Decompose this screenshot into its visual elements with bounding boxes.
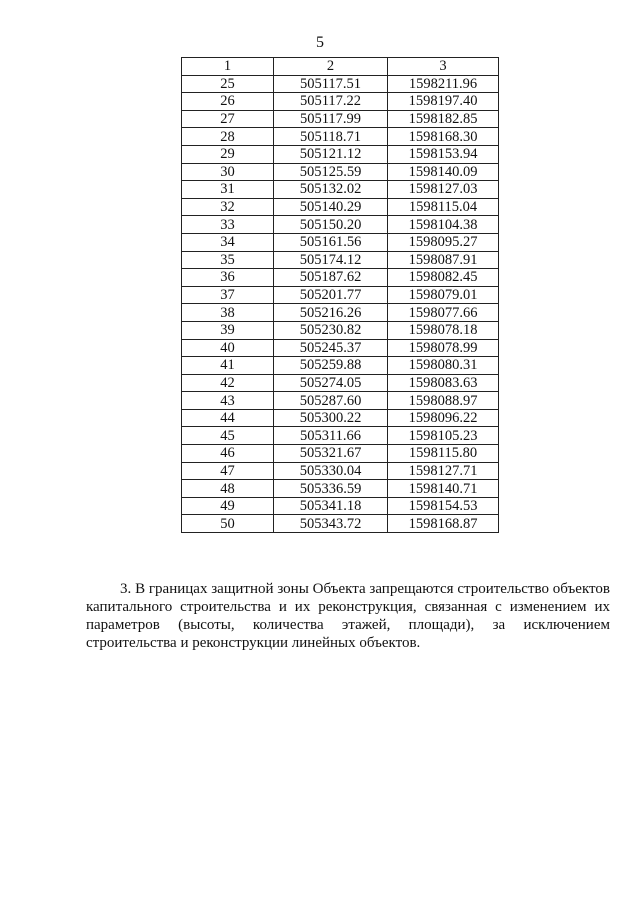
cell-x-coordinate: 505330.04 bbox=[274, 462, 388, 480]
table-row bbox=[182, 145, 499, 163]
cell-y-coordinate: 1598211.96 bbox=[388, 75, 499, 93]
column-header-x: 2 bbox=[274, 58, 388, 76]
cell-x-coordinate: 505121.12 bbox=[274, 145, 388, 163]
table-row bbox=[182, 497, 499, 515]
cell-x-coordinate: 505336.59 bbox=[274, 480, 388, 498]
cell-point-number: 46 bbox=[182, 445, 274, 463]
table-row bbox=[182, 304, 499, 322]
table-header-row bbox=[182, 58, 499, 76]
cell-y-coordinate: 1598197.40 bbox=[388, 93, 499, 111]
cell-y-coordinate: 1598154.53 bbox=[388, 497, 499, 515]
cell-x-coordinate: 505343.72 bbox=[274, 515, 388, 533]
cell-x-coordinate: 505117.51 bbox=[274, 75, 388, 93]
cell-x-coordinate: 505300.22 bbox=[274, 409, 388, 427]
table-row bbox=[182, 251, 499, 269]
cell-y-coordinate: 1598140.09 bbox=[388, 163, 499, 181]
cell-x-coordinate: 505118.71 bbox=[274, 128, 388, 146]
cell-x-coordinate: 505117.99 bbox=[274, 110, 388, 128]
column-header-y: 3 bbox=[388, 58, 499, 76]
cell-point-number: 26 bbox=[182, 93, 274, 111]
coordinates-table bbox=[181, 57, 499, 533]
table-row bbox=[182, 515, 499, 533]
table-row bbox=[182, 286, 499, 304]
table-row bbox=[182, 216, 499, 234]
cell-point-number: 27 bbox=[182, 110, 274, 128]
table-row bbox=[182, 75, 499, 93]
cell-y-coordinate: 1598115.04 bbox=[388, 198, 499, 216]
cell-point-number: 42 bbox=[182, 374, 274, 392]
cell-point-number: 31 bbox=[182, 181, 274, 199]
cell-x-coordinate: 505117.22 bbox=[274, 93, 388, 111]
table-row bbox=[182, 128, 499, 146]
cell-y-coordinate: 1598078.99 bbox=[388, 339, 499, 357]
table-row bbox=[182, 269, 499, 287]
cell-x-coordinate: 505132.02 bbox=[274, 181, 388, 199]
cell-y-coordinate: 1598078.18 bbox=[388, 321, 499, 339]
column-header-point-number: 1 bbox=[182, 58, 274, 76]
cell-x-coordinate: 505287.60 bbox=[274, 392, 388, 410]
cell-point-number: 33 bbox=[182, 216, 274, 234]
cell-point-number: 45 bbox=[182, 427, 274, 445]
cell-point-number: 50 bbox=[182, 515, 274, 533]
cell-y-coordinate: 1598079.01 bbox=[388, 286, 499, 304]
cell-x-coordinate: 505201.77 bbox=[274, 286, 388, 304]
cell-y-coordinate: 1598082.45 bbox=[388, 269, 499, 287]
cell-y-coordinate: 1598095.27 bbox=[388, 233, 499, 251]
cell-x-coordinate: 505311.66 bbox=[274, 427, 388, 445]
cell-x-coordinate: 505216.26 bbox=[274, 304, 388, 322]
paragraph-restrictions: 3. В границах защитной зоны Объекта запрещаются строительство объектов капитального строительства и их реконструкция, связанная с изменением их параметров (высоты, количества этажей, площади), за исключением строительства и реконструкции линейных объектов. bbox=[86, 581, 610, 651]
cell-x-coordinate: 505174.12 bbox=[274, 251, 388, 269]
cell-point-number: 40 bbox=[182, 339, 274, 357]
cell-point-number: 32 bbox=[182, 198, 274, 216]
cell-point-number: 47 bbox=[182, 462, 274, 480]
cell-y-coordinate: 1598168.87 bbox=[388, 515, 499, 533]
cell-x-coordinate: 505341.18 bbox=[274, 497, 388, 515]
table-row bbox=[182, 427, 499, 445]
cell-point-number: 38 bbox=[182, 304, 274, 322]
cell-y-coordinate: 1598077.66 bbox=[388, 304, 499, 322]
table-row bbox=[182, 374, 499, 392]
cell-x-coordinate: 505140.29 bbox=[274, 198, 388, 216]
cell-x-coordinate: 505274.05 bbox=[274, 374, 388, 392]
cell-point-number: 35 bbox=[182, 251, 274, 269]
table-row bbox=[182, 233, 499, 251]
table-row bbox=[182, 163, 499, 181]
cell-point-number: 41 bbox=[182, 357, 274, 375]
cell-y-coordinate: 1598115.80 bbox=[388, 445, 499, 463]
cell-point-number: 25 bbox=[182, 75, 274, 93]
cell-y-coordinate: 1598087.91 bbox=[388, 251, 499, 269]
cell-y-coordinate: 1598140.71 bbox=[388, 480, 499, 498]
table-row bbox=[182, 198, 499, 216]
cell-x-coordinate: 505125.59 bbox=[274, 163, 388, 181]
table-row bbox=[182, 321, 499, 339]
cell-x-coordinate: 505321.67 bbox=[274, 445, 388, 463]
cell-x-coordinate: 505259.88 bbox=[274, 357, 388, 375]
cell-point-number: 48 bbox=[182, 480, 274, 498]
table-row bbox=[182, 339, 499, 357]
table-row bbox=[182, 445, 499, 463]
table-row bbox=[182, 181, 499, 199]
cell-y-coordinate: 1598096.22 bbox=[388, 409, 499, 427]
table-row bbox=[182, 357, 499, 375]
table-row bbox=[182, 392, 499, 410]
table-row bbox=[182, 462, 499, 480]
cell-y-coordinate: 1598127.71 bbox=[388, 462, 499, 480]
cell-point-number: 30 bbox=[182, 163, 274, 181]
cell-x-coordinate: 505230.82 bbox=[274, 321, 388, 339]
cell-point-number: 34 bbox=[182, 233, 274, 251]
cell-x-coordinate: 505187.62 bbox=[274, 269, 388, 287]
cell-point-number: 36 bbox=[182, 269, 274, 287]
table-row bbox=[182, 110, 499, 128]
table-row bbox=[182, 409, 499, 427]
cell-y-coordinate: 1598080.31 bbox=[388, 357, 499, 375]
cell-y-coordinate: 1598168.30 bbox=[388, 128, 499, 146]
cell-point-number: 28 bbox=[182, 128, 274, 146]
cell-y-coordinate: 1598105.23 bbox=[388, 427, 499, 445]
page-number: 5 bbox=[316, 34, 324, 51]
cell-y-coordinate: 1598088.97 bbox=[388, 392, 499, 410]
cell-point-number: 43 bbox=[182, 392, 274, 410]
cell-y-coordinate: 1598153.94 bbox=[388, 145, 499, 163]
table-row bbox=[182, 480, 499, 498]
table-body bbox=[182, 75, 499, 532]
cell-y-coordinate: 1598104.38 bbox=[388, 216, 499, 234]
cell-point-number: 49 bbox=[182, 497, 274, 515]
cell-x-coordinate: 505161.56 bbox=[274, 233, 388, 251]
table-row bbox=[182, 93, 499, 111]
cell-y-coordinate: 1598083.63 bbox=[388, 374, 499, 392]
cell-point-number: 29 bbox=[182, 145, 274, 163]
cell-y-coordinate: 1598182.85 bbox=[388, 110, 499, 128]
cell-x-coordinate: 505150.20 bbox=[274, 216, 388, 234]
cell-point-number: 37 bbox=[182, 286, 274, 304]
cell-x-coordinate: 505245.37 bbox=[274, 339, 388, 357]
cell-point-number: 44 bbox=[182, 409, 274, 427]
cell-y-coordinate: 1598127.03 bbox=[388, 181, 499, 199]
cell-point-number: 39 bbox=[182, 321, 274, 339]
